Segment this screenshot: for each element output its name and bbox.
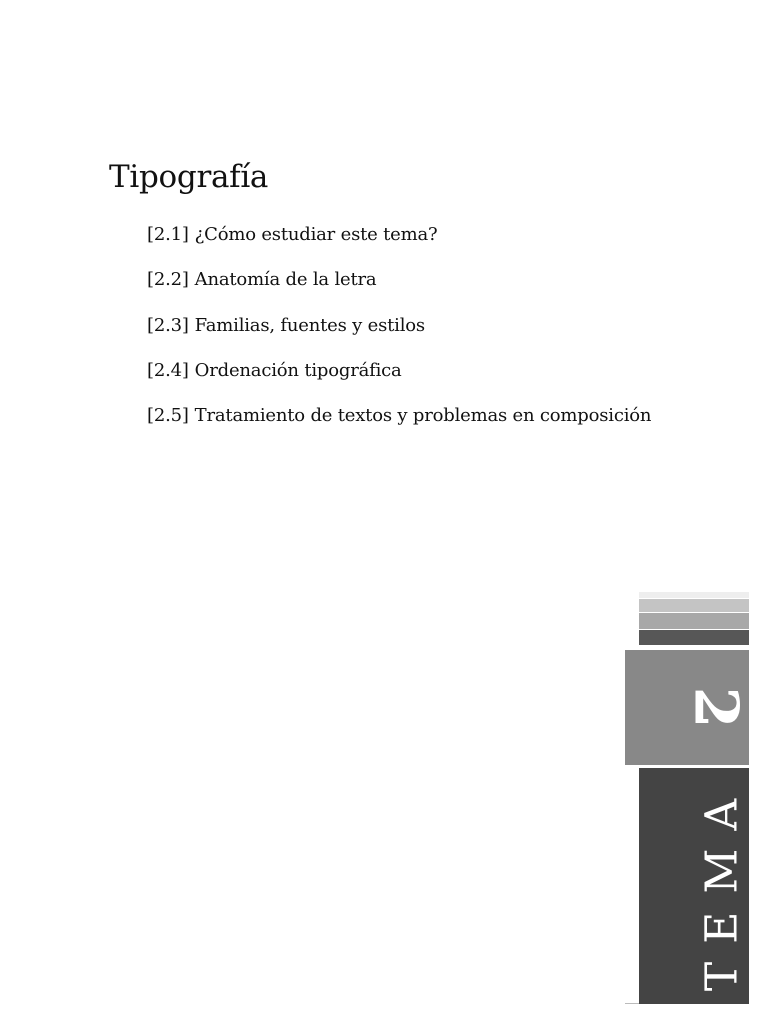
chapter-number-box <box>625 650 749 765</box>
chapter-label-box <box>639 768 749 1004</box>
toc-item-text: ¿Cómo estudiar este tema? <box>194 224 438 245</box>
toc-item-text: Tratamiento de textos y problemas en composición <box>194 405 652 427</box>
tab-stripe-lightest <box>639 592 749 598</box>
toc-item <box>147 356 651 401</box>
table-of-contents <box>147 220 651 446</box>
tab-stripe-dark <box>639 630 749 645</box>
toc-item-text: Anatomía de la letra <box>194 269 377 291</box>
toc-item-number: [2.5] <box>147 405 189 427</box>
toc-item-number: [2.3] <box>147 314 189 336</box>
toc-item <box>147 220 651 265</box>
tab-stripe-medium <box>639 613 749 629</box>
toc-item <box>147 311 651 356</box>
toc-item <box>147 265 651 310</box>
toc-item-number: [2.2] <box>147 269 189 291</box>
toc-item-text: Ordenación tipográfica <box>194 359 402 381</box>
chapter-label: TEMA <box>696 780 748 992</box>
tab-divider <box>625 1003 639 1004</box>
chapter-title: Tipografía <box>109 159 269 195</box>
toc-item-number: [2.1] <box>147 224 189 245</box>
chapter-number: 2 <box>681 686 751 729</box>
toc-item-text: Familias, fuentes y estilos <box>194 314 425 336</box>
tab-stripe-light <box>639 599 749 612</box>
toc-item <box>147 401 651 446</box>
toc-item-number: [2.4] <box>147 359 189 381</box>
